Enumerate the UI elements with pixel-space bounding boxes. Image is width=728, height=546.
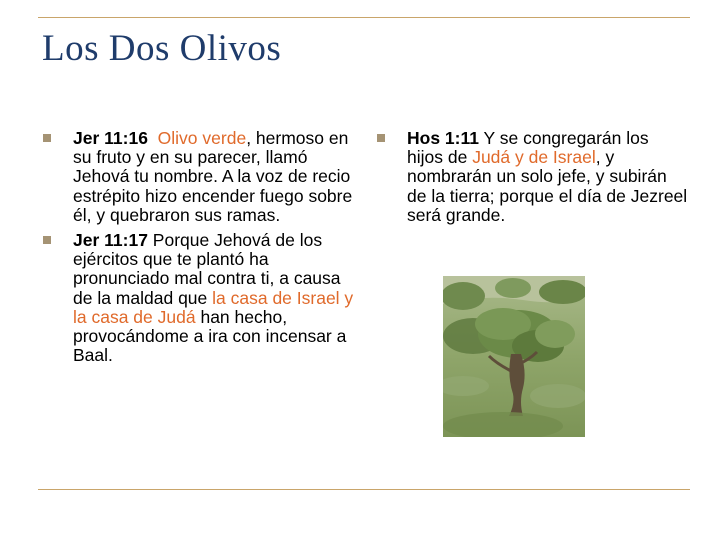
verse-text: han hecho, provocándome a ira con incensar a Baal. bbox=[73, 306, 347, 366]
top-rule bbox=[38, 17, 690, 18]
verse-text: Y se congregarán los hijos de bbox=[407, 128, 649, 168]
right-column bbox=[376, 129, 688, 231]
verse-text: Porque Jehová de los ejércitos que te plantó ha pronunciado mal contra ti, a causa de la maldad que bbox=[73, 230, 341, 308]
bottom-rule bbox=[38, 489, 690, 490]
highlighted-text: Olivo verde bbox=[157, 128, 247, 148]
olive-trees-illustration bbox=[443, 276, 585, 437]
highlighted-text: la casa de Israel y la casa de Judá bbox=[73, 287, 354, 327]
square-bullet-icon bbox=[377, 134, 385, 142]
bullet-hos-1-11 bbox=[376, 129, 688, 225]
bullet-jer-11-16 bbox=[42, 129, 360, 225]
square-bullet-icon bbox=[43, 236, 51, 244]
bullet-jer-11-17 bbox=[42, 231, 360, 365]
verse-reference: Jer 11:17 bbox=[73, 230, 148, 251]
verse-text: , hermoso en su fruto y en su parecer, llamó Jehová tu nombre. A la voz de recio estrépito hizo encender fuego sobre él, y quebraron sus ramas. bbox=[73, 128, 353, 225]
verse-reference: Hos 1:11 bbox=[407, 128, 479, 148]
slide-title: Los Dos Olivos bbox=[42, 28, 282, 69]
verse-reference: Jer 11:16 bbox=[73, 128, 148, 148]
left-column bbox=[42, 129, 360, 371]
square-bullet-icon bbox=[43, 134, 51, 142]
highlighted-text: Judá y de Israel bbox=[472, 147, 596, 168]
verse-text: , y nombrarán un solo jefe, y subirán de la tierra; porque el día de Jezreel será grande. bbox=[407, 147, 688, 225]
olive-trees-photo bbox=[443, 276, 585, 437]
